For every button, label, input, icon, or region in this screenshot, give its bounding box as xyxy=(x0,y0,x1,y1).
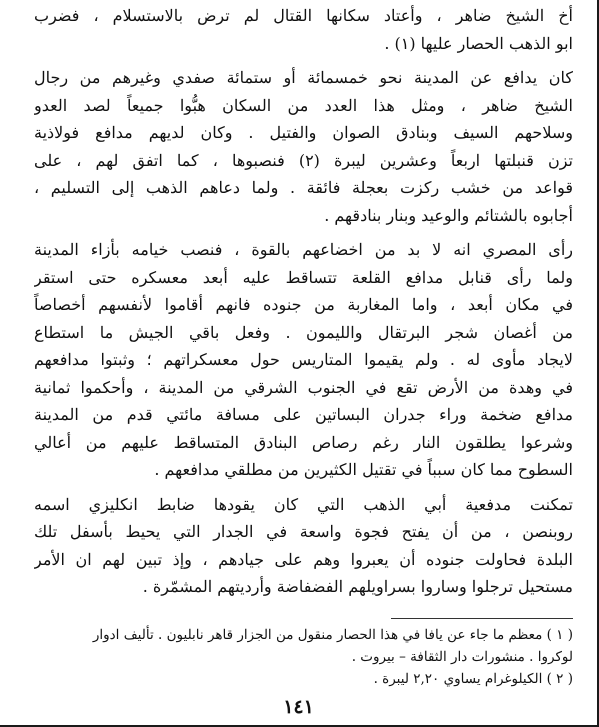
text-line: في وهدة من الأرض تقع في الجنوب الشرقي من المدينة ، وأحكموا ثمانية xyxy=(34,377,573,397)
footnote-line: ( ٢ ) الكيلوغرام يساوي ٢,٢٠ ليبرة . xyxy=(373,671,573,687)
footnotes xyxy=(34,624,573,690)
text-line: أخ الشيخ ضاهر ، وأعتاد سكانها القتال لم ترض بالاستسلام ، فضرب xyxy=(34,6,573,25)
text-line: رأى المصري انه لا بد من اخضاعهم بالقوة ، فنصب خيامه بأزاء المدينة xyxy=(34,240,573,259)
text-line: وسلاحهم السيف وبنادق الصوان والفتيل . وكان لديهم مدافع فولاذية xyxy=(34,123,573,142)
text-line: ولما رأى قنابل مدافع القلعة تتساقط عليه أبعد معسكره حتى استقر xyxy=(34,267,573,287)
text-line: البلدة فحاولت جنوده أن يعبروا وهم على جيادهم ، وإذ تبين لهم ان الأمر xyxy=(34,549,573,569)
page-number: ١٤١ xyxy=(283,696,314,718)
text-line: تمكنت مدفعية أبي الذهب التي كان يقودها ضابط انكليزي اسمه xyxy=(34,494,573,514)
footnote-line: ( ١ ) معظم ما جاء عن يافا في هذا الحصار منقول من الجزار قاهر نابليون . تأليف ادوار xyxy=(92,627,573,643)
footnote-divider xyxy=(391,618,573,619)
footnote-line: لوكروا . منشورات دار الثقافة – بيروت . xyxy=(351,649,573,665)
text-line: السطوح مما كان سبباً في تقتيل الكثيرين من مطلقي مدافعهم . xyxy=(154,460,573,479)
text-line: أجابوه بالشتائم والوعيد وبنار بنادقهم . xyxy=(324,205,573,225)
text-line: مدافع ضخمة وراء جدران البساتين على مسافة مائتي قدم من المدينة xyxy=(34,405,573,424)
text-line: وشرعوا يطلقون النار رغم رصاص البنادق المتساقط عليهم من أعالي xyxy=(34,432,573,452)
text-line: ابو الذهب الحصار عليها (١) . xyxy=(384,33,573,53)
text-line: لايجاد مأوى له . ولم يقيموا المتاريس حول معسكراتهم ؛ وثبتوا مدافعهم xyxy=(34,350,573,369)
text-line: كان يدافع عن المدينة نحو خمسمائة أو ستمائة صفدي وغيرهم من رجال xyxy=(34,68,573,87)
text-line: روبنصن ، من أن يفتح فجوة واسعة في الجدار التي يحيط بأسفل تلك xyxy=(34,522,573,541)
text-line: مستحيل ترجلوا وساروا بسراويلهم الفضفاضة وأرديتهم المشمّرة . xyxy=(142,577,573,596)
body-text xyxy=(34,2,573,601)
text-line: الشيخ ضاهر ، ومثل هذا العدد من السكان هبُّوا جميعاً لصد العدو xyxy=(34,95,573,115)
text-line: قواعد من خشب ركزت بعجلة فائقة . ولما دعاهم الذهب إلى التسليم ، xyxy=(34,178,573,197)
text-line: من أغصان شجر البرتقال والليمون . وفعل باقي الجيش ما استطاع xyxy=(34,322,573,342)
text-line: في مكان أبعد ، واما المغاربة من جنوده فانهم أقاموا لأنفسهم أخصاصاً xyxy=(34,295,573,314)
text-line: تزن قنبلتها اربعاً وعشرين ليبرة (٢) فنصبوها ، كما اتفق لهم ، على xyxy=(34,150,573,170)
